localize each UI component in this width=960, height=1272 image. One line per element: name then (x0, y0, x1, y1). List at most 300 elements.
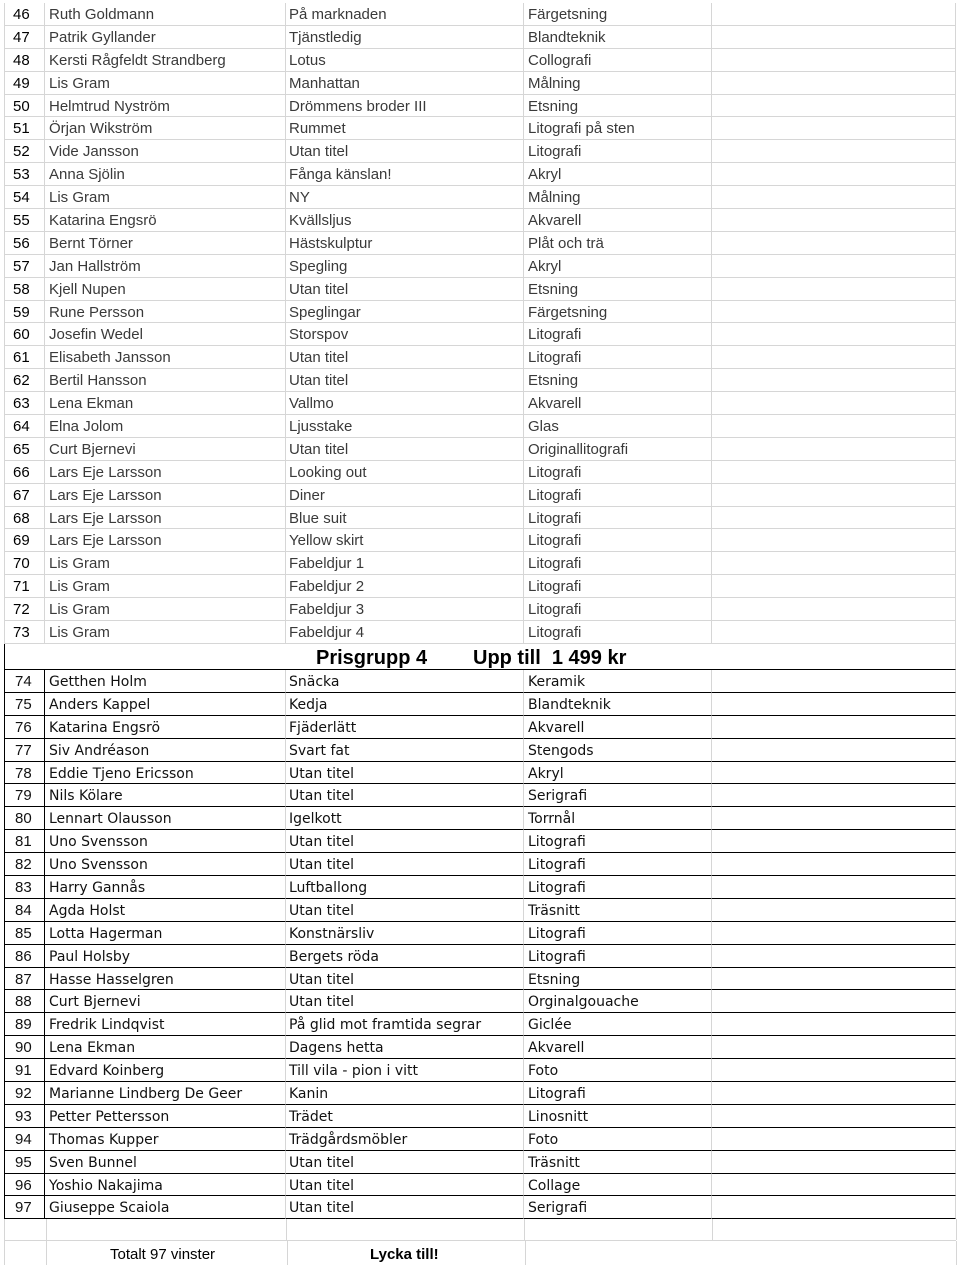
prize-number: 89 (4, 1013, 45, 1036)
table-row (4, 598, 956, 621)
artwork-title: Snäcka (286, 670, 524, 693)
empty-cell (712, 598, 956, 621)
empty-cell (712, 72, 956, 95)
artist-name: Rune Persson (45, 301, 286, 324)
artwork-title: Fabeldjur 1 (286, 552, 524, 575)
empty-cell (712, 1082, 956, 1105)
table-row (4, 117, 956, 140)
artwork-title: Kedja (286, 693, 524, 716)
empty-cell (712, 830, 956, 853)
artist-name: Lena Ekman (45, 392, 286, 415)
empty-cell (712, 621, 956, 644)
empty-cell (712, 26, 956, 49)
table-row (4, 484, 956, 507)
technique: Collografi (524, 49, 712, 72)
technique: Etsning (524, 278, 712, 301)
empty-cell (712, 807, 956, 830)
prize-number: 62 (4, 369, 45, 392)
prize-number: 63 (4, 392, 45, 415)
empty-cell (712, 784, 956, 807)
artist-name: Elisabeth Jansson (45, 346, 286, 369)
artist-name: Lis Gram (45, 575, 286, 598)
prize-number: 85 (4, 922, 45, 945)
empty-cell (712, 255, 956, 278)
technique: Litografi (524, 529, 712, 552)
artwork-title: Till vila - pion i vitt (286, 1059, 524, 1082)
artwork-title: Rummet (286, 117, 524, 140)
blank-cell (286, 1219, 525, 1240)
technique: Etsning (524, 95, 712, 118)
technique: Plåt och trä (524, 232, 712, 255)
artist-name: Edvard Koinberg (45, 1059, 286, 1082)
empty-cell (712, 415, 956, 438)
table-row (4, 1082, 956, 1105)
table-row (4, 807, 956, 830)
artist-name: Lis Gram (45, 621, 286, 644)
empty-cell (712, 507, 956, 530)
empty-cell (712, 346, 956, 369)
technique: Litografi på sten (524, 117, 712, 140)
empty-cell (712, 1174, 956, 1197)
artwork-title: Luftballong (286, 876, 524, 899)
table-row (4, 232, 956, 255)
technique: Foto (524, 1059, 712, 1082)
table-row (4, 1013, 956, 1036)
empty-cell (712, 1036, 956, 1059)
prize-number: 58 (4, 278, 45, 301)
artist-name: Katarina Engsrö (45, 209, 286, 232)
artist-name: Thomas Kupper (45, 1128, 286, 1151)
price-group-title: Prisgrupp 4 (316, 646, 428, 669)
artist-name: Lis Gram (45, 72, 286, 95)
technique: Etsning (524, 968, 712, 991)
artist-name: Petter Pettersson (45, 1105, 286, 1128)
empty-cell (712, 945, 956, 968)
table-row (4, 461, 956, 484)
empty-cell (712, 3, 956, 26)
table-row (4, 95, 956, 118)
artwork-title: Diner (286, 484, 524, 507)
empty-cell (712, 163, 956, 186)
artwork-title: Dagens hetta (286, 1036, 524, 1059)
blank-cell (712, 1219, 957, 1240)
prize-number: 59 (4, 301, 45, 324)
technique: Akvarell (524, 716, 712, 739)
empty-cell (712, 232, 956, 255)
technique: Foto (524, 1128, 712, 1151)
technique: Litografi (524, 552, 712, 575)
prize-number: 74 (4, 670, 45, 693)
technique: Akvarell (524, 1036, 712, 1059)
prize-number: 91 (4, 1059, 45, 1082)
empty-cell (712, 853, 956, 876)
artwork-title: Fabeldjur 4 (286, 621, 524, 644)
prize-number: 79 (4, 784, 45, 807)
artwork-title: Utan titel (286, 278, 524, 301)
artist-name: Lis Gram (45, 598, 286, 621)
prize-number: 82 (4, 853, 45, 876)
artist-name: Sven Bunnel (45, 1151, 286, 1174)
table-row (4, 670, 956, 693)
footer-cell (712, 1241, 957, 1265)
prize-list-sheet (4, 3, 956, 1265)
table-row (4, 323, 956, 346)
empty-cell (712, 529, 956, 552)
artwork-title: Blue suit (286, 507, 524, 530)
prize-number: 81 (4, 830, 45, 853)
technique: Stengods (524, 739, 712, 762)
artist-name: Curt Bjernevi (45, 438, 286, 461)
table-row (4, 163, 956, 186)
empty-cell (712, 670, 956, 693)
artist-name: Hasse Hasselgren (45, 968, 286, 991)
empty-cell (712, 278, 956, 301)
artwork-title: Fabeldjur 2 (286, 575, 524, 598)
artist-name: Örjan Wikström (45, 117, 286, 140)
table-row (4, 784, 956, 807)
artwork-title: Utan titel (286, 853, 524, 876)
blank-row (4, 1219, 956, 1241)
price-group-limit: Upp till 1 499 kr (473, 646, 627, 669)
artwork-title: Kvällsljus (286, 209, 524, 232)
prize-number: 77 (4, 739, 45, 762)
technique: Målning (524, 72, 712, 95)
table-row (4, 186, 956, 209)
prize-number: 95 (4, 1151, 45, 1174)
empty-cell (712, 876, 956, 899)
artist-name: Agda Holst (45, 899, 286, 922)
artist-name: Lis Gram (45, 552, 286, 575)
artwork-title: Igelkott (286, 807, 524, 830)
artwork-title: Speglingar (286, 301, 524, 324)
artist-name: Lars Eje Larsson (45, 529, 286, 552)
technique: Litografi (524, 1082, 712, 1105)
table-row (4, 853, 956, 876)
table-row (4, 3, 956, 26)
empty-cell (712, 461, 956, 484)
prize-number: 69 (4, 529, 45, 552)
table-row (4, 945, 956, 968)
prize-number: 84 (4, 899, 45, 922)
artist-name: Fredrik Lindqvist (45, 1013, 286, 1036)
prize-number: 49 (4, 72, 45, 95)
table-row (4, 716, 956, 739)
prize-number: 97 (4, 1196, 45, 1219)
artist-name: Uno Svensson (45, 830, 286, 853)
empty-cell (712, 899, 956, 922)
artist-name: Patrik Gyllander (45, 26, 286, 49)
table-row (4, 278, 956, 301)
artwork-title: Yellow skirt (286, 529, 524, 552)
artist-name: Lars Eje Larsson (45, 484, 286, 507)
technique: Akryl (524, 163, 712, 186)
technique: Keramik (524, 670, 712, 693)
technique: Litografi (524, 461, 712, 484)
artwork-title: Utan titel (286, 1174, 524, 1197)
artwork-title: Drömmens broder III (286, 95, 524, 118)
artist-name: Ruth Goldmann (45, 3, 286, 26)
table-row (4, 209, 956, 232)
table-row (4, 1105, 956, 1128)
table-row (4, 1174, 956, 1197)
empty-cell (712, 1105, 956, 1128)
table-row (4, 876, 956, 899)
technique: Glas (524, 415, 712, 438)
empty-cell (712, 323, 956, 346)
table-row (4, 49, 956, 72)
empty-cell (712, 49, 956, 72)
prize-number: 70 (4, 552, 45, 575)
technique: Blandteknik (524, 693, 712, 716)
empty-cell (712, 1128, 956, 1151)
empty-cell (712, 552, 956, 575)
prize-number: 96 (4, 1174, 45, 1197)
artwork-title: Fabeldjur 3 (286, 598, 524, 621)
technique: Träsnitt (524, 899, 712, 922)
prize-number: 56 (4, 232, 45, 255)
artwork-title: Svart fat (286, 739, 524, 762)
table-row (4, 830, 956, 853)
empty-cell (712, 95, 956, 118)
empty-cell (712, 484, 956, 507)
artist-name: Kersti Rågfeldt Strandberg (45, 49, 286, 72)
artwork-title: På marknaden (286, 3, 524, 26)
artist-name: Lars Eje Larsson (45, 461, 286, 484)
empty-cell (712, 693, 956, 716)
artwork-title: Utan titel (286, 346, 524, 369)
artist-name: Vide Jansson (45, 140, 286, 163)
artist-name: Jan Hallström (45, 255, 286, 278)
table-row (4, 255, 956, 278)
artwork-title: Utan titel (286, 369, 524, 392)
empty-cell (712, 140, 956, 163)
artwork-title: Storspov (286, 323, 524, 346)
prize-number: 53 (4, 163, 45, 186)
technique: Torrnål (524, 807, 712, 830)
technique: Litografi (524, 853, 712, 876)
empty-cell (712, 922, 956, 945)
artist-name: Nils Kölare (45, 784, 286, 807)
prize-number: 73 (4, 621, 45, 644)
table-row (4, 922, 956, 945)
technique: Etsning (524, 369, 712, 392)
empty-cell (712, 1196, 956, 1219)
artwork-title: Hästskulptur (286, 232, 524, 255)
prize-number: 80 (4, 807, 45, 830)
artist-name: Kjell Nupen (45, 278, 286, 301)
technique: Blandteknik (524, 26, 712, 49)
prize-number: 48 (4, 49, 45, 72)
table-row (4, 140, 956, 163)
prize-number: 66 (4, 461, 45, 484)
technique: Akvarell (524, 209, 712, 232)
prize-number: 71 (4, 575, 45, 598)
table-row (4, 968, 956, 991)
technique: Collage (524, 1174, 712, 1197)
prize-number: 47 (4, 26, 45, 49)
empty-cell (712, 716, 956, 739)
total-prizes-text: Totalt 97 vinster (110, 1246, 216, 1264)
artist-name: Helmtrud Nyström (45, 95, 286, 118)
prize-number: 88 (4, 990, 45, 1013)
table-row (4, 438, 956, 461)
artwork-title: Looking out (286, 461, 524, 484)
artwork-title: Trädgårdsmöbler (286, 1128, 524, 1151)
empty-cell (712, 392, 956, 415)
technique: Litografi (524, 507, 712, 530)
prize-number: 92 (4, 1082, 45, 1105)
price-group-header (4, 644, 956, 670)
artwork-title: Utan titel (286, 438, 524, 461)
empty-cell (712, 369, 956, 392)
footer-divider (524, 1241, 526, 1265)
blank-cell (524, 1219, 713, 1240)
table-row (4, 990, 956, 1013)
empty-cell (712, 209, 956, 232)
prize-number: 46 (4, 3, 45, 26)
artist-name: Lena Ekman (45, 1036, 286, 1059)
prize-number: 50 (4, 95, 45, 118)
artwork-title: På glid mot framtida segrar (286, 1013, 524, 1036)
artist-name: Getthen Holm (45, 670, 286, 693)
empty-cell (712, 438, 956, 461)
technique: Färgetsning (524, 301, 712, 324)
artist-name: Anders Kappel (45, 693, 286, 716)
artist-name: Eddie Tjeno Ericsson (45, 762, 286, 785)
technique: Orginalgouache (524, 990, 712, 1013)
technique: Akryl (524, 762, 712, 785)
artist-name: Lotta Hagerman (45, 922, 286, 945)
artist-name: Josefin Wedel (45, 323, 286, 346)
technique: Serigrafi (524, 1196, 712, 1219)
artwork-title: Vallmo (286, 392, 524, 415)
prize-number: 60 (4, 323, 45, 346)
prize-number: 54 (4, 186, 45, 209)
prize-number: 52 (4, 140, 45, 163)
technique: Litografi (524, 575, 712, 598)
empty-cell (712, 1059, 956, 1082)
table-row (4, 693, 956, 716)
table-row (4, 392, 956, 415)
technique: Akryl (524, 255, 712, 278)
table-row (4, 1128, 956, 1151)
table-row (4, 1196, 956, 1219)
table-row (4, 762, 956, 785)
artist-name: Curt Bjernevi (45, 990, 286, 1013)
table-row (4, 575, 956, 598)
prize-number: 78 (4, 762, 45, 785)
artist-name: Katarina Engsrö (45, 716, 286, 739)
prize-number: 90 (4, 1036, 45, 1059)
empty-cell (712, 186, 956, 209)
technique: Litografi (524, 484, 712, 507)
prize-number: 65 (4, 438, 45, 461)
artwork-title: Utan titel (286, 1196, 524, 1219)
artist-name: Lars Eje Larsson (45, 507, 286, 530)
empty-cell (712, 968, 956, 991)
empty-cell (712, 1151, 956, 1174)
technique: Giclée (524, 1013, 712, 1036)
technique: Litografi (524, 830, 712, 853)
prize-number: 55 (4, 209, 45, 232)
empty-cell (712, 117, 956, 140)
prize-number: 72 (4, 598, 45, 621)
artist-name: Lis Gram (45, 186, 286, 209)
blank-cell (45, 1219, 287, 1240)
artwork-title: Utan titel (286, 899, 524, 922)
artwork-title: Fånga känslan! (286, 163, 524, 186)
artist-name: Harry Gannås (45, 876, 286, 899)
blank-cell (4, 1219, 47, 1240)
technique: Målning (524, 186, 712, 209)
artwork-title: Utan titel (286, 990, 524, 1013)
upper-table (4, 3, 956, 644)
prize-number: 86 (4, 945, 45, 968)
artwork-title: Konstnärsliv (286, 922, 524, 945)
technique: Litografi (524, 598, 712, 621)
table-row (4, 301, 956, 324)
artwork-title: Tjänstledig (286, 26, 524, 49)
artist-name: Bertil Hansson (45, 369, 286, 392)
artwork-title: Kanin (286, 1082, 524, 1105)
artwork-title: Manhattan (286, 72, 524, 95)
prize-number: 75 (4, 693, 45, 716)
prize-number: 68 (4, 507, 45, 530)
technique: Färgetsning (524, 3, 712, 26)
footer-row (4, 1241, 956, 1265)
artwork-title: Utan titel (286, 968, 524, 991)
table-row (4, 507, 956, 530)
artwork-title: Lotus (286, 49, 524, 72)
table-row (4, 1059, 956, 1082)
artist-name: Yoshio Nakajima (45, 1174, 286, 1197)
artwork-title: Utan titel (286, 784, 524, 807)
artist-name: Marianne Lindberg De Geer (45, 1082, 286, 1105)
table-row (4, 415, 956, 438)
footer-divider (286, 1241, 288, 1265)
table-row (4, 899, 956, 922)
prize-number: 87 (4, 968, 45, 991)
prize-number: 64 (4, 415, 45, 438)
lower-table (4, 670, 956, 1219)
technique: Litografi (524, 323, 712, 346)
prize-number: 94 (4, 1128, 45, 1151)
technique: Litografi (524, 922, 712, 945)
prize-number: 67 (4, 484, 45, 507)
artwork-title: Bergets röda (286, 945, 524, 968)
prize-number: 83 (4, 876, 45, 899)
artist-name: Bernt Törner (45, 232, 286, 255)
artwork-title: NY (286, 186, 524, 209)
prize-number: 76 (4, 716, 45, 739)
artwork-title: Ljusstake (286, 415, 524, 438)
technique: Litografi (524, 876, 712, 899)
artist-name: Anna Sjölin (45, 163, 286, 186)
table-row (4, 739, 956, 762)
artwork-title: Utan titel (286, 1151, 524, 1174)
artwork-title: Spegling (286, 255, 524, 278)
technique: Litografi (524, 140, 712, 163)
table-row (4, 26, 956, 49)
artist-name: Giuseppe Scaiola (45, 1196, 286, 1219)
empty-cell (712, 575, 956, 598)
artwork-title: Fjäderlätt (286, 716, 524, 739)
technique: Akvarell (524, 392, 712, 415)
table-row (4, 346, 956, 369)
artist-name: Uno Svensson (45, 853, 286, 876)
empty-cell (712, 301, 956, 324)
artist-name: Lennart Olausson (45, 807, 286, 830)
